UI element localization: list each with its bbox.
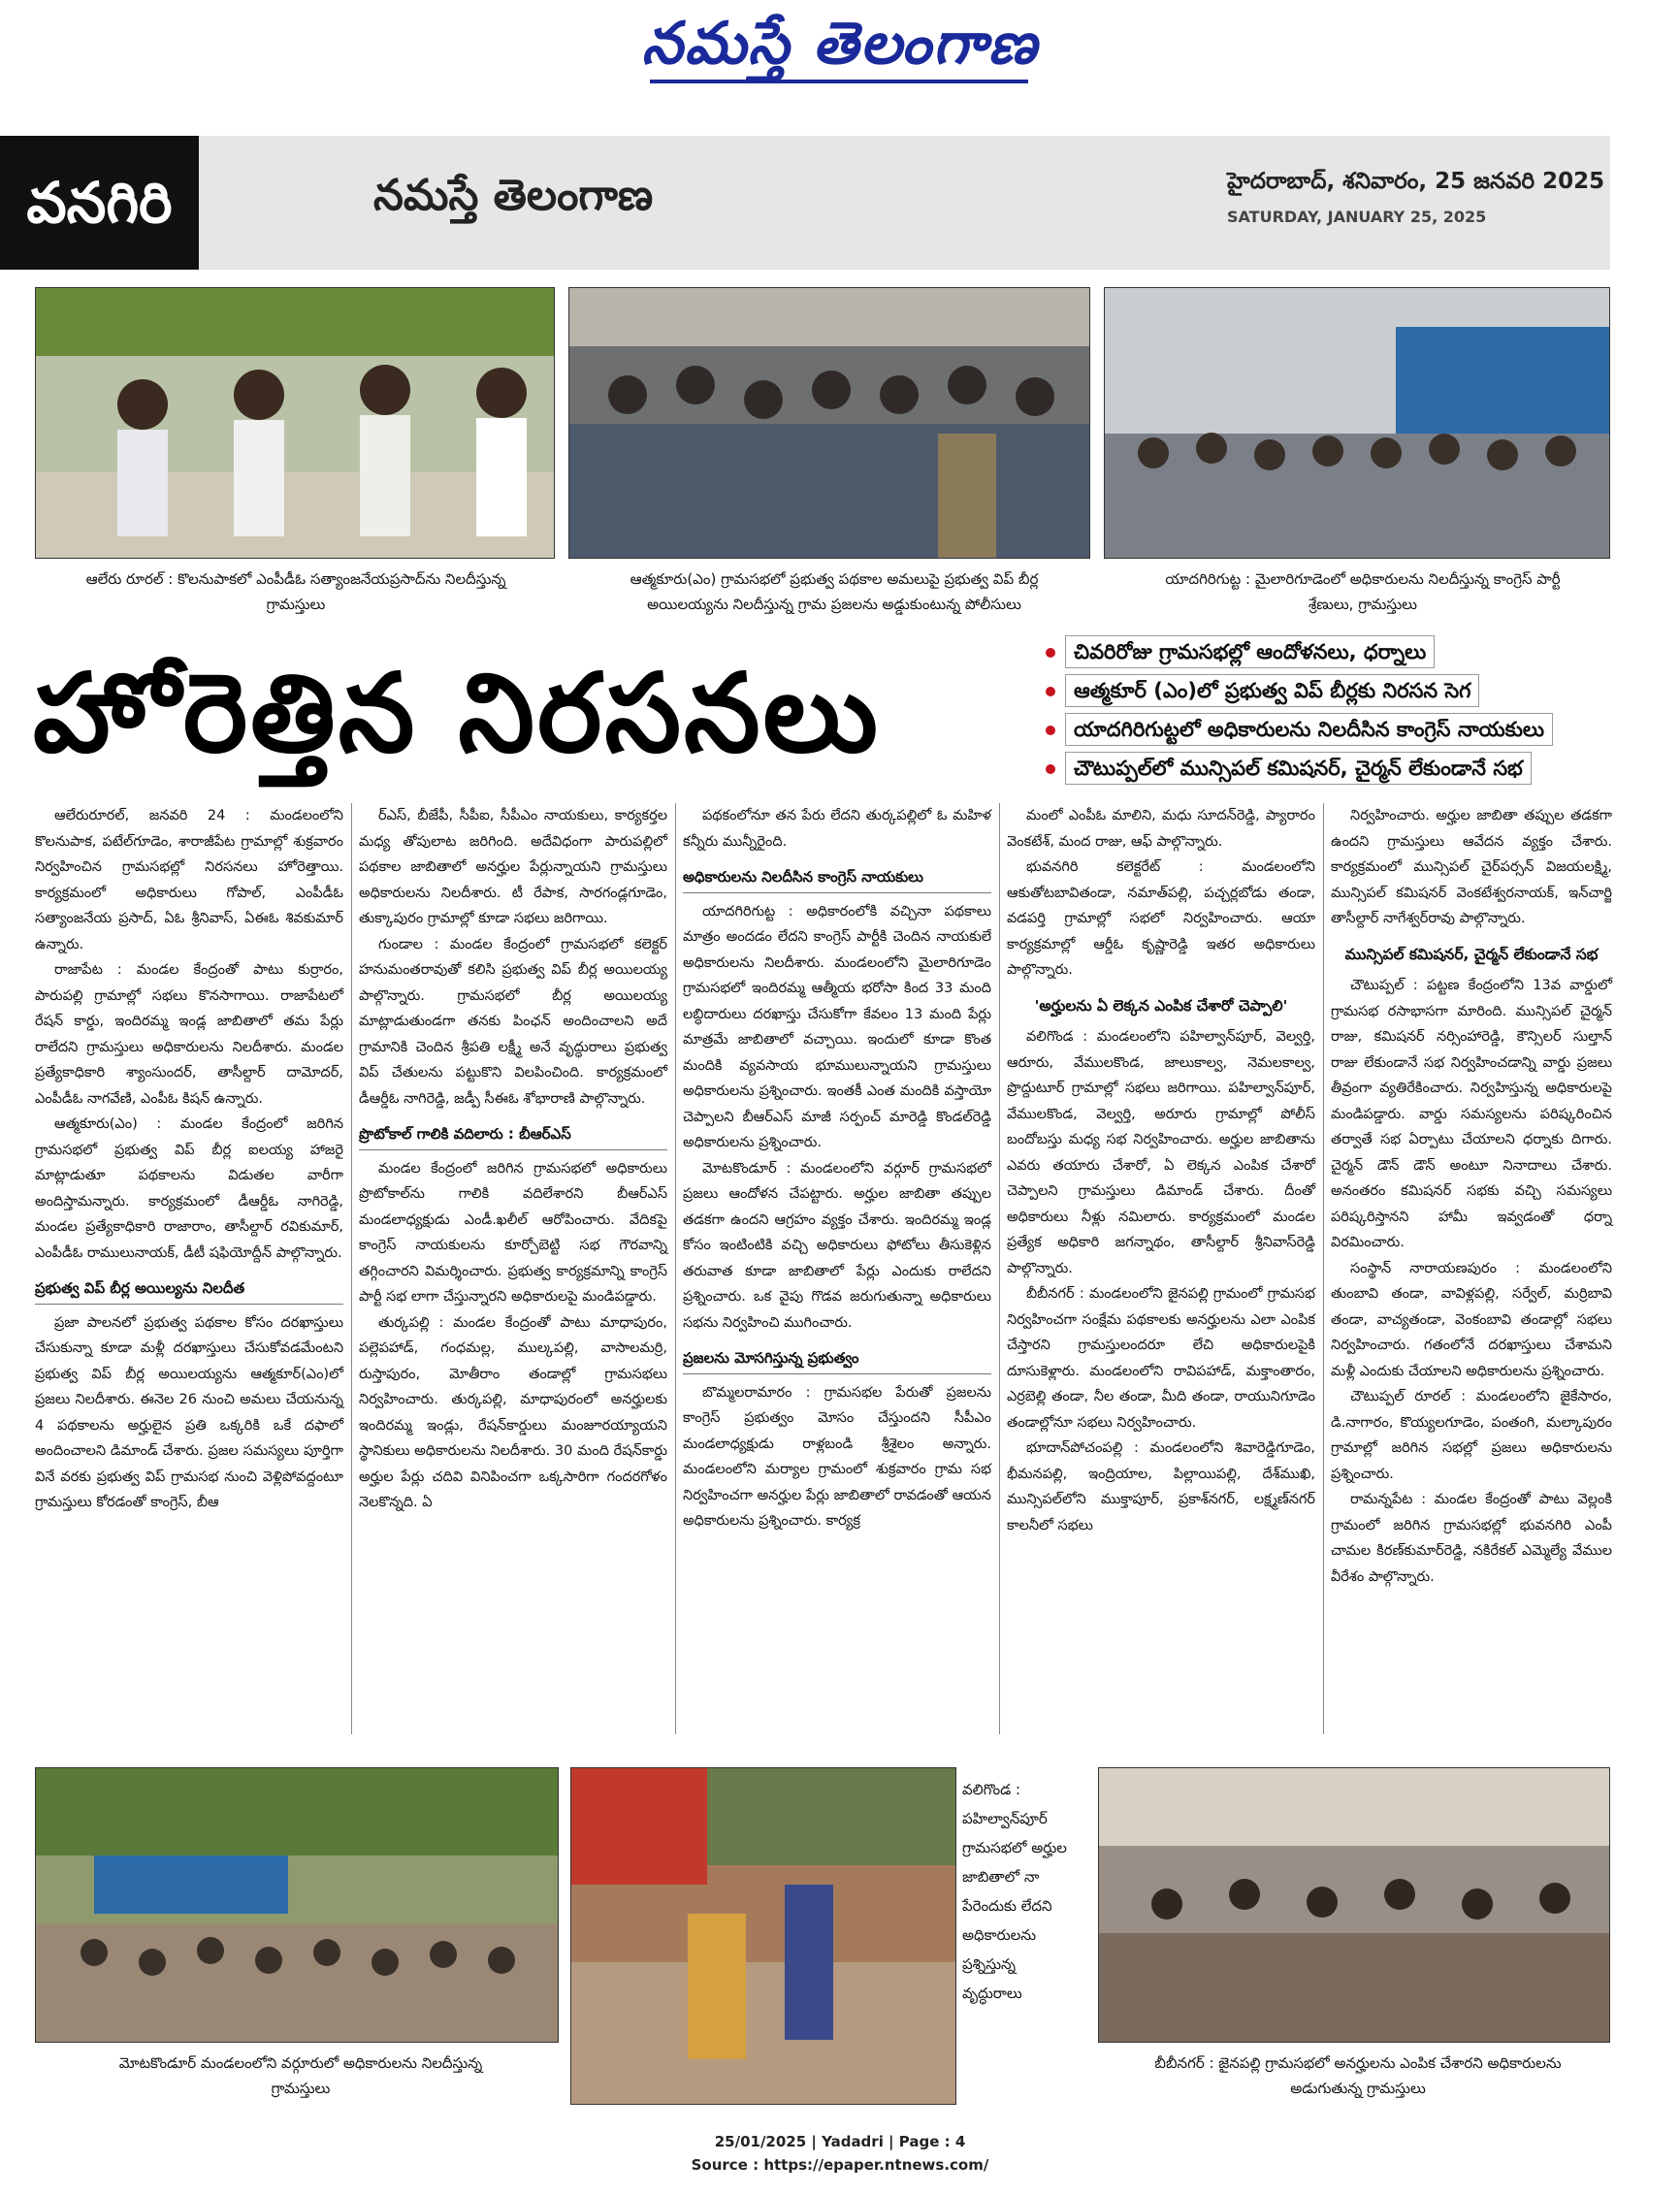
article-paragraph: తుర్కపల్లి : మండల కేంద్రంతో పాటు మాధాపురం, పల్లెపహాడ్, గంధమల్ల, ముల్కపల్లి, వాసాలమర్రి, రుస్తాపురం, మోతీరాం తండాల్లో గ్రామసభలు నిర్వహించారు. తుర్కపల్లి, మాధాపురంలో అనర్హులకు ఇందిరమ్మ ఇండ్లు, రేషన్‌కార్డులు మంజూరయ్యాయని స్థానికులు అధికారులను నిలదీశారు. 30 మంది రేషన్‌కార్డు అర్హుల పేర్లు చదివి వినిపించగా ఒక్కసారిగా గందరగోళం నెలకొన్నది. ఏ bbox=[359, 1314, 667, 1510]
photo-aleru-rural bbox=[36, 288, 554, 558]
article-paragraph: బీబీనగర్ : మండలంలోని జైనపల్లి గ్రామంలో గ్రామసభ నిర్వహించగా సంక్షేమ పథకాలకు అనర్హులను ఎలా ఎంపిక చేస్తారని గ్రామస్తులందరూ లేచి అధికారులపైకి దూసుకెళ్లారు. మండలంలోని రావిపహాడ్, మక్తాంతారం, ఎర్రబెల్లి తండా, నీల తండా, మీది తండా, రాయునిగూడెం తండాల్లోనూ సభలు నిర్వహించారు. bbox=[1007, 1286, 1315, 1431]
masthead bbox=[0, 0, 1680, 116]
article-paragraph: బొమ్మలరామారం : గ్రామసభల పేరుతో ప్రజలను కాంగ్రెస్ ప్రభుత్వం మోసం చేస్తుందని సీపీఎం మండలాధ్యక్షుడు రాళ్లబండి శ్రీశైలం అన్నారు. మండలంలోని మర్యాల గ్రామంలో శుక్రవారం గ్రామ సభ నిర్వహించగా అనర్హుల పేర్లు జాబితాలో రావడంతో ఆయన అధికారులను ప్రశ్నించారు. కార్యక్ర bbox=[683, 1384, 991, 1529]
date-english: SATURDAY, JANUARY 25, 2025 bbox=[1227, 208, 1487, 226]
article-paragraph: భువనగిరి కలెక్టరేట్ : మండలంలోని ఆకుతోటబావితండా, నమాత్‌పల్లి, పచ్చర్లబోడు తండా, వడపర్తి గ్రామాల్లో సభలో నిర్వహించారు. ఆయా కార్యక్రమాల్లో ఆర్డీఓ కృష్ణారెడ్డి ఇతర అధికారులు పాల్గొన్నారు. bbox=[1007, 859, 1315, 978]
article-paragraph: ప్రజా పాలనలో ప్రభుత్వ పథకాల కోసం దరఖాస్తులు చేసుకున్నా కూడా మళ్లీ దరఖాస్తులు చేసుకోవడమేంటని ప్రభుత్వ విప్ బీర్ల అయిలయ్యను ఆత్మకూర్(ఎం)లో ప్రజలు నిలదీశారు. ఈనెల 26 నుంచి అమలు చేయనున్న 4 పథకాలను అర్హులైన ప్రతి ఒక్కరికి ఒకే దఫాలో అందించాలని డిమాండ్ చేశారు. ప్రజల సమస్యలు పూర్తిగా వినే వరకు ప్రభుత్వ విప్ గ్రామసభ నుంచి వెళ్లిపోవద్దంటూ గ్రామస్తులు కోరడంతో కాంగ్రెస్, బీఆ bbox=[35, 1314, 343, 1510]
article-paragraph: రామన్నపేట : మండల కేంద్రంతో పాటు వెల్లంకి గ్రామంలో జరిగిన గ్రామసభల్లో భువనగిరి ఎంపీ చామల కిరణ్‌కుమార్‌రెడ్డి, నకిరేకల్ ఎమ్మెల్యే వేముల వీరేశం పాల్గొన్నారు. bbox=[1331, 1492, 1612, 1585]
page-header-band bbox=[0, 136, 1610, 270]
highlight-item: చౌటుప్పల్‌లో మున్సిపల్ కమిషనర్, చైర్మన్ లేకుండానే సభ bbox=[1046, 749, 1589, 788]
photo-jainapally bbox=[1099, 1768, 1609, 2042]
date-telugu: హైదరాబాద్, శనివారం, 25 జనవరి 2025 bbox=[1227, 169, 1605, 194]
article-column-1 bbox=[35, 803, 343, 1516]
top-caption-2: ఆత్మకూరు(ఎం) గ్రామసభలో ప్రభుత్వ పథకాల అమలుపై ప్రభుత్వ విప్ బీర్ల అయిలయ్యను నిలదీస్తున్న గ్రామ ప్రజలను అడ్డుకుంటున్న పోలీసులు bbox=[630, 570, 1039, 613]
footer-source-link[interactable]: Source : https://epaper.ntnews.com/ bbox=[691, 2156, 989, 2174]
subheading: ప్రొటోకాల్ గాలికి వదిలారు : బీఆర్‌ఎస్ bbox=[359, 1121, 667, 1150]
bullet-dot-icon bbox=[1046, 726, 1055, 735]
bottom-caption-1: మోటకొండూర్ మండలంలోని వర్గూరులో అధికారులను నిలదీస్తున్న గ్రామస్తులు bbox=[118, 2054, 483, 2097]
article-column-5 bbox=[1331, 803, 1612, 1590]
photo-vargur bbox=[36, 1768, 558, 2042]
article-paragraph: మోటకొండూర్ : మండలంలోని వర్గూర్ గ్రామసభలో ప్రజలు ఆందోళన చేపట్టారు. అర్హుల జాబితా తప్పుల తడకగా ఉందని ఆగ్రహం వ్యక్తం చేశారు. ఇందిరమ్మ ఇండ్ల కోసం ఇంటింటికి వచ్చి అధికారులు ఫోటోలు తీసుకెళ్లిన తరువాత కూడా జాబితాలో పేర్లు ఎందుకు రాలేదని ప్రశ్నించారు. ఒక వైపు గొడవ జరుగుతున్నా అధికారులు సభను నిర్వహించి ముగించారు. bbox=[683, 1160, 991, 1331]
column-divider bbox=[1323, 803, 1324, 1734]
article-paragraph: ఆత్మకూరు(ఎం) : మండల కేంద్రంలో జరిగిన గ్రామసభలో ప్రభుత్వ విప్ బీర్ల ఐలయ్య హాజరై మాట్లాడుతూ పథకాలను విడుతల వారీగా అందిస్తామన్నారు. కార్యక్రమంలో డీఆర్డీఓ నాగిరెడ్డి, మండల ప్రత్యేకాధికారి రాజారాం, తాసీల్దార్ రవికుమార్, ఎంపీడీఓ రాములునాయక్, డీటీ షఫియోద్దీన్ పాల్గొన్నారు. bbox=[35, 1116, 343, 1261]
photo-mailarigudem bbox=[1105, 288, 1609, 558]
highlight-item: ఆత్మకూర్ (ఎం)లో ప్రభుత్వ విప్ బీర్లకు నిరసన సెగ bbox=[1046, 671, 1589, 710]
article-paragraph: ర్‌ఎస్, బీజేపీ, సీపీఐ, సీపీఎం నాయకులు, కార్యకర్తల మధ్య తోపులాట జరిగింది. అదేవిధంగా పారుపల్లిలో పథకాల జాబితాలో అనర్హుల పేర్లున్నాయని గ్రామస్తులు అధికారులను నిలదీశారు. టీ రేపాక, సారగండ్లగూడెం, తుక్కాపురం గ్రామాల్లో కూడా సభలు జరిగాయి. bbox=[359, 808, 667, 926]
article-paragraph: మంలో ఎంపీఓ మాలిని, మధు సూదన్‌రెడ్డి, ప్యారారం వెంకటేశ్, మంద రాజు, ఆఫ్ పాల్గొన్నారు. bbox=[1007, 808, 1315, 850]
article-paragraph: సంస్థాన్ నారాయణపురం : మండలంలోని తుంబావి తండా, వావిళ్లపల్లి, సర్వేల్, మర్రిబావి తండా, వాచ్యతండా, వెంకంబావి తండాల్లో సభలు నిర్వహించారు. గతంలోనే దరఖాస్తులు చేశామని మళ్లీ ఎందుకు చేయాలని అధికారులను ప్రశ్నించారు. bbox=[1331, 1260, 1612, 1379]
bullet-dot-icon bbox=[1046, 764, 1055, 774]
article-paragraph: పథకంలోనూ తన పేరు లేదని తుర్కపల్లిలో ఓ మహిళ కన్నీరు మున్నీరైంది. bbox=[683, 808, 991, 850]
subheading: 'అర్హులను ఏ లెక్కన ఎంపిక చేశారో చెప్పాలి' bbox=[1034, 996, 1288, 1015]
bullet-dot-icon bbox=[1046, 648, 1055, 658]
subheading: మున్సిపల్ కమిషనర్, చైర్మన్ లేకుండానే సభ bbox=[1344, 945, 1599, 963]
article-paragraph: మండల కేంద్రంలో జరిగిన గ్రామసభలో అధికారులు ప్రొటోకాల్‌ను గాలికి వదిలేశారని బీఆర్‌ఎస్ మండలాధ్యక్షుడు ఎండీ.ఖలీల్ ఆరోపించారు. వేదికపై కాంగ్రెస్ నాయకులను కూర్చోబెట్టి సభ గౌరవాన్ని తగ్గించారని విమర్శించారు. ప్రభుత్వ కార్యక్రమాన్ని కాంగ్రెస్ పార్టీ సభ లాగా చేస్తున్నారని అధికారులపై మండిపడ్డారు. bbox=[359, 1160, 667, 1305]
article-paragraph: గుండాల : మండల కేంద్రంలో గ్రామసభలో కలెక్టర్ హనుమంతరావుతో కలిసి ప్రభుత్వ విప్ బీర్ల అయిలయ్య పాల్గొన్నారు. గ్రామసభలో బీర్ల అయిలయ్య మాట్లాడుతుండగా తనకు పింఛన్ అందించాలని అదే గ్రామానికి చెందిన శ్రీపతి లక్ష్మీ అనే వృద్ధురాలు ప్రభుత్వ విప్ చేతులను పట్టుకొని విలపించింది. కార్యక్రమంలో డీఆర్డీఓ నాగిరెడ్డి, జడ్పీ సీఈఓ శోభారాణి పాల్గొన్నారు. bbox=[359, 936, 667, 1107]
bottom-photo-1 bbox=[35, 1767, 559, 2043]
column-divider bbox=[675, 803, 676, 1734]
column-divider bbox=[999, 803, 1000, 1734]
top-caption-1: ఆలేరు రూరల్ : కొలనుపాకలో ఎంపీడీఓ సత్యాంజనేయప్రసాద్‌ను నిలదీస్తున్న గ్రామస్తులు bbox=[85, 570, 506, 613]
masthead-logo: నమస్తే తెలంగాణ bbox=[641, 10, 1039, 78]
highlights-list bbox=[1046, 632, 1589, 788]
page-headline: హోరెత్తిన నిరసనలు bbox=[33, 651, 881, 777]
side-caption: వలిగొండ : పహిల్వాన్‌పూర్ గ్రామసభలో అర్హుల జాబితాలో నా పేరెందుకు లేదని అధికారులను ప్రశ్నిస్తున్న వృద్ధురాలు bbox=[962, 1781, 1067, 2002]
photo-pahilwanpur bbox=[571, 1768, 955, 2104]
bullet-dot-icon bbox=[1046, 687, 1055, 696]
article-paragraph: నిర్వహించారు. అర్హుల జాబితా తప్పుల తడకగా ఉందని గ్రామస్తులు ఆవేదన వ్యక్తం చేశారు. కార్యక్రమంలో మున్సిపల్ చైర్‌పర్సన్ విజయలక్ష్మి, మున్సిపల్ కమిషనర్ వెంకటేశ్వరనాయక్, ఇన్‌చార్జి తాసీల్దార్ నాగేశ్వర్‌రావు పాల్గొన్నారు. bbox=[1331, 808, 1612, 926]
photo-atmakur-crowd bbox=[569, 288, 1089, 558]
article-paragraph: చౌటుప్పల్ రూరల్ : మండలంలోని జైకేసారం, డి.నాగారం, కొయ్యలగూడెం, పంతంగి, మల్కాపురం గ్రామాల్లో జరిగిన సభల్లో ప్రజలు అధికారులను ప్రశ్నించారు. bbox=[1331, 1389, 1612, 1482]
highlight-item: చివరిరోజు గ్రామసభల్లో ఆందోళనలు, ధర్నాలు bbox=[1046, 632, 1589, 671]
top-caption-3: యాదగిరిగుట్ట : మైలారిగూడెంలో అధికారులను నిలదీస్తున్న కాంగ్రెస్ పార్టీ శ్రేణులు, గ్రామస్తులు bbox=[1165, 570, 1561, 613]
footer-issue-info: 25/01/2025 | Yadadri | Page : 4 bbox=[714, 2133, 966, 2150]
subheading: అధికారులను నిలదీసిన కాంగ్రెస్ నాయకులు bbox=[683, 864, 991, 893]
top-photo-2 bbox=[568, 287, 1090, 559]
article-paragraph: యాదగిరిగుట్ట : అధికారంలోకి వచ్చినా పథకాలు మాత్రం అందడం లేదని కాంగ్రెస్ పార్టీకి చెందిన నాయకులే అధికారులను నిలదీశారు. మండలంలోని మైలారిగూడెం గ్రామసభలో ఇందిరమ్మ ఆత్మీయ భరోసా కింద 33 మంది లబ్ధిదారులు దరఖాస్తు చేసుకోగా కేవలం 13 మంది పేర్లు మాత్రమే జాబితాలో వచ్చాయి. ఇందులో కూడా కొంత మందికి వ్యవసాయ భూములున్నాయని గ్రామస్తులు అధికారులను ప్రశ్నించారు. ఇంతకీ ఎంత మందికి వస్తాయో చెప్పాలని బీఆర్‌ఎస్ మాజీ సర్పంచ్ మారెడ్డి కొండల్‌రెడ్డి అధికారులను ప్రశ్నించారు. bbox=[683, 903, 991, 1150]
subheading: ప్రజలను మోసగిస్తున్న ప్రభుత్వం bbox=[683, 1345, 991, 1374]
article-column-4 bbox=[1007, 803, 1315, 1538]
band-brand: నమస్తే తెలంగాణ bbox=[373, 171, 654, 220]
bottom-caption-3: బీబీనగర్ : జైనపల్లి గ్రామసభలో అనర్హులను ఎంపిక చేశారని అధికారులను అడుగుతున్న గ్రామస్తులు bbox=[1154, 2054, 1562, 2097]
top-photo-3 bbox=[1104, 287, 1610, 559]
column-divider bbox=[351, 803, 352, 1734]
subheading: ప్రభుత్వ విప్ బీర్ల అయిల్యను నిలదీత bbox=[35, 1275, 343, 1305]
bottom-photo-2 bbox=[570, 1767, 956, 2105]
article-column-3 bbox=[683, 803, 991, 1534]
article-paragraph: వలిగొండ : మండలంలోని పహిల్వాన్‌పూర్, వెల్వర్తి, ఆరూరు, వేములకొండ, జాలుకాల్వ, నెమలకాల్వ, ప్రొద్దుటూర్ గ్రామాల్లో సభలు జరిగాయి. పహిల్వాన్‌పూర్, వేములకొండ, వెల్వర్తి, అరూరు గ్రామాల్లో పోలీస్ బందోబస్తు మధ్య సభ నిర్వహించారు. అర్హుల జాబితాను ఎవరు తయారు చేశారో, ఏ లెక్కన ఎంపిక చేశారో చెప్పాలని గ్రామస్తులు డిమాండ్ చేశారు. దీంతో అధికారులు నీళ్లు నమిలారు. కార్యక్రమంలో మండల ప్రత్యేక అధికారి జగన్నాథం, తాసీల్దార్ శ్రీనివాస్‌రెడ్డి పాల్గొన్నారు. bbox=[1007, 1029, 1315, 1276]
article-paragraph: రాజాపేట : మండల కేంద్రంతో పాటు కుర్రారం, పారుపల్లి గ్రామాల్లో సభలు కొనసాగాయి. రాజాపేటలో రేషన్ కార్డు, ఇందిరమ్మ ఇండ్ల జాబితాలో తమ పేర్లు రాలేదని గ్రామస్తులు అధికారులను నిలదీశారు. మండల ప్రత్యేకాధికారి శ్యాంసుందర్, తాసీల్దార్ దామోదర్, ఎంపీడీఓ నాగవేణి, ఎంపీఓ కిషన్ ఉన్నారు. bbox=[35, 962, 343, 1107]
article-paragraph: ఆలేరురూరల్, జనవరి 24 : మండలంలోని కొలనుపాక, పటేల్‌గూడెం, శారాజీపేట గ్రామాల్లో శుక్రవారం నిర్వహించిన గ్రామసభల్లో నిరసనలు హోరెత్తాయి. కార్యక్రమంలో అధికారులు గోపాల్, ఎంపీడీఓ సత్యాంజనేయ ప్రసాద్, ఏఓ శ్రీనివాస్, ఏఈఓ శివకుమార్ ఉన్నారు. bbox=[35, 808, 343, 952]
page-footer bbox=[0, 2130, 1680, 2177]
masthead-underline bbox=[650, 80, 1028, 83]
edition-place: వనగిరి bbox=[0, 136, 199, 270]
article-paragraph: చౌటుప్పల్ : పట్టణ కేంద్రంలోని 13వ వార్డులో గ్రామసభ రసాభాసగా మారింది. మున్సిపల్ చైర్మన్ రాజు, కమిషనర్ నర్సింహారెడ్డి, కౌన్సిలర్ సుల్తాన్ రాజు లేకుండానే సభ నిర్వహించడాన్ని వార్డు ప్రజలు తీవ్రంగా వ్యతిరేకించారు. నిర్వహిస్తున్న అధికారులపై మండిపడ్డారు. వార్డు సమస్యలను పరిష్కరించిన తర్వాతే సభ ఏర్పాటు చేయాలని ధర్నాకు దిగారు. చైర్మన్ డౌన్ డౌన్ అంటూ నినాదాలు చేశారు. అనంతరం కమిషనర్ సభకు వచ్చి సమస్యలు పరిష్కరిస్తానని హామీ ఇవ్వడంతో ధర్నా విరమించారు. bbox=[1331, 978, 1612, 1250]
article-column-2 bbox=[359, 803, 667, 1516]
article-paragraph: భూదాన్‌పోచంపల్లి : మండలంలోని శివారెడ్డిగూడెం, భీమనపల్లి, ఇంద్రియాల, పిల్లాయిపల్లి, దేశ్‌ముఖి, మున్సిపల్‌లోని ముక్తాపూర్, ప్రకాశ్‌నగర్, లక్ష్మణ్‌నగర్ కాలనీలో సభలు bbox=[1007, 1440, 1315, 1533]
bottom-photo-3 bbox=[1098, 1767, 1610, 2043]
highlight-item: యాదగిరిగుట్టలో అధికారులను నిలదీసిన కాంగ్రెస్ నాయకులు bbox=[1046, 710, 1589, 749]
top-photo-1 bbox=[35, 287, 555, 559]
